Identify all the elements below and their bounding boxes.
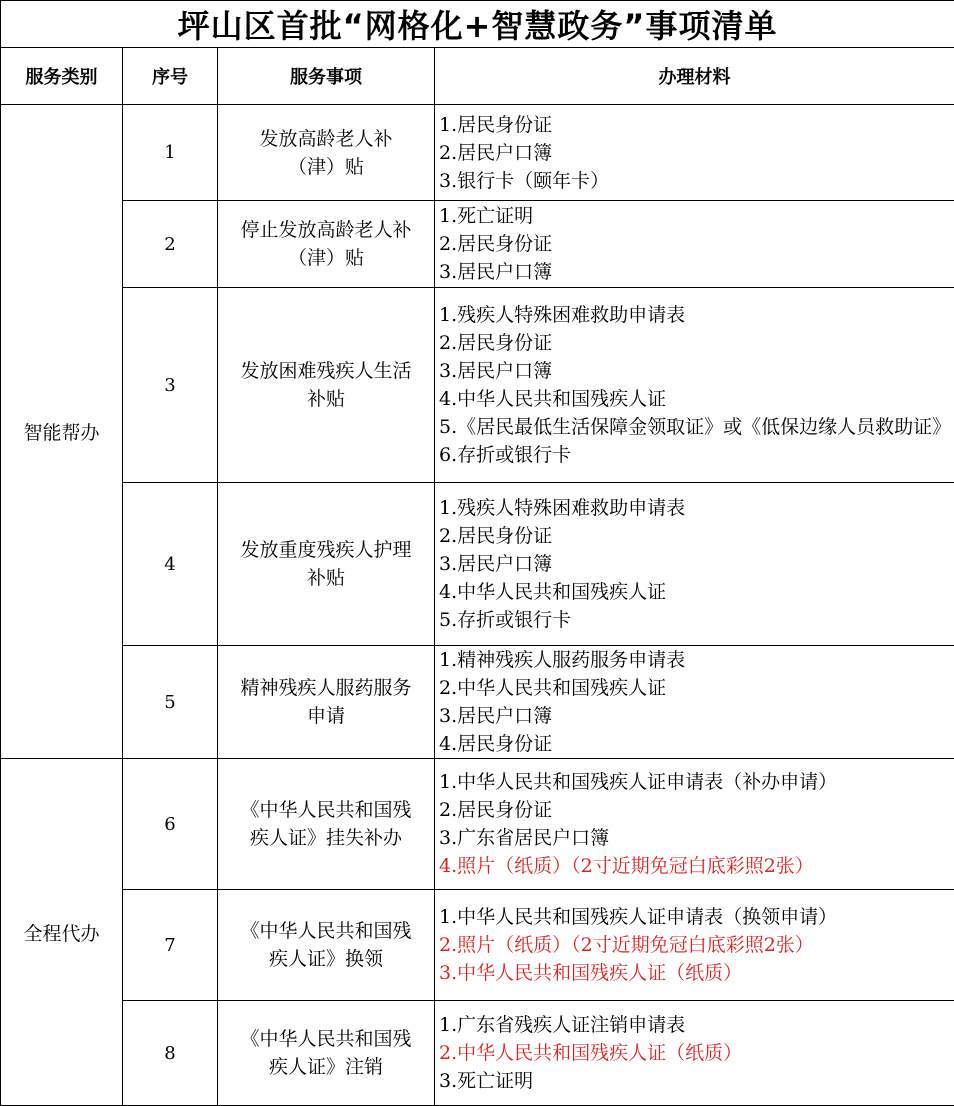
title-row xyxy=(1,1,954,48)
service-name: 发放高龄老人补 （津）贴 xyxy=(218,105,435,201)
material-item: 2.居民户口簿 xyxy=(439,139,954,167)
material-item: 4.中华人民共和国残疾人证 xyxy=(439,385,954,413)
material-item: 3.居民户口簿 xyxy=(439,702,954,730)
material-item: 3.广东省居民户口簿 xyxy=(439,824,954,852)
material-item: 1.精神残疾人服药服务申请表 xyxy=(439,646,954,674)
material-item: 1.残疾人特殊困难救助申请表 xyxy=(439,494,954,522)
row-number: 7 xyxy=(123,890,218,1001)
service-name: 停止发放高龄老人补 （津）贴 xyxy=(218,201,435,288)
header-service: 服务事项 xyxy=(218,48,435,105)
material-item: 1.中华人民共和国残疾人证申请表（补办申请） xyxy=(439,768,954,796)
row-number: 4 xyxy=(123,483,218,646)
header-category: 服务类别 xyxy=(1,48,123,105)
material-item: 2.居民身份证 xyxy=(439,329,954,357)
materials-cell xyxy=(435,759,954,890)
material-item: 1.死亡证明 xyxy=(439,202,954,230)
material-item: 2.中华人民共和国残疾人证 xyxy=(439,674,954,702)
table-row xyxy=(1,288,954,483)
materials-cell xyxy=(435,1001,954,1106)
row-number: 5 xyxy=(123,646,218,759)
material-item: 1.残疾人特殊困难救助申请表 xyxy=(439,301,954,329)
material-item: 4.居民身份证 xyxy=(439,730,954,758)
material-item: 1.居民身份证 xyxy=(439,111,954,139)
material-item: 4.中华人民共和国残疾人证 xyxy=(439,578,954,606)
material-item: 2.照片（纸质）（2寸近期免冠白底彩照2张） xyxy=(439,931,954,959)
material-item: 2.居民身份证 xyxy=(439,230,954,258)
material-item: 4.照片（纸质）（2寸近期免冠白底彩照2张） xyxy=(439,852,954,880)
header-row xyxy=(1,48,954,105)
materials-cell xyxy=(435,646,954,759)
material-item: 3.居民户口簿 xyxy=(439,357,954,385)
material-item: 2.居民身份证 xyxy=(439,522,954,550)
table-row xyxy=(1,1001,954,1106)
table-row xyxy=(1,759,954,890)
materials-cell xyxy=(435,105,954,201)
header-number: 序号 xyxy=(123,48,218,105)
row-number: 1 xyxy=(123,105,218,201)
material-item: 3.居民户口簿 xyxy=(439,258,954,286)
material-item: 6.存折或银行卡 xyxy=(439,441,954,469)
material-item: 3.银行卡（颐年卡） xyxy=(439,167,954,195)
service-name: 发放困难残疾人生活 补贴 xyxy=(218,288,435,483)
service-name: 发放重度残疾人护理 补贴 xyxy=(218,483,435,646)
service-name: 精神残疾人服药服务 申请 xyxy=(218,646,435,759)
material-item: 5.存折或银行卡 xyxy=(439,606,954,634)
table-row xyxy=(1,483,954,646)
table-row xyxy=(1,105,954,201)
table-row xyxy=(1,646,954,759)
material-item: 1.中华人民共和国残疾人证申请表（换领申请） xyxy=(439,903,954,931)
materials-cell xyxy=(435,890,954,1001)
category-cell: 全程代办 xyxy=(1,759,123,1106)
row-number: 8 xyxy=(123,1001,218,1106)
table-row xyxy=(1,201,954,288)
material-item: 3.居民户口簿 xyxy=(439,550,954,578)
row-number: 2 xyxy=(123,201,218,288)
page-title: 坪山区首批“网格化+智慧政务”事项清单 xyxy=(1,1,954,48)
material-item: 3.死亡证明 xyxy=(439,1067,954,1095)
materials-cell xyxy=(435,201,954,288)
materials-cell xyxy=(435,483,954,646)
row-number: 6 xyxy=(123,759,218,890)
category-cell: 智能帮办 xyxy=(1,105,123,759)
material-item: 2.中华人民共和国残疾人证（纸质） xyxy=(439,1039,954,1067)
service-name: 《中华人民共和国残 疾人证》换领 xyxy=(218,890,435,1001)
material-item: 3.中华人民共和国残疾人证（纸质） xyxy=(439,959,954,987)
service-name: 《中华人民共和国残 疾人证》注销 xyxy=(218,1001,435,1106)
header-materials: 办理材料 xyxy=(435,48,954,105)
materials-cell xyxy=(435,288,954,483)
material-item: 2.居民身份证 xyxy=(439,796,954,824)
material-item: 5.《居民最低生活保障金领取证》或《低保边缘人员救助证》 xyxy=(439,413,954,441)
service-name: 《中华人民共和国残 疾人证》挂失补办 xyxy=(218,759,435,890)
row-number: 3 xyxy=(123,288,218,483)
material-item: 1.广东省残疾人证注销申请表 xyxy=(439,1011,954,1039)
table-row xyxy=(1,890,954,1001)
